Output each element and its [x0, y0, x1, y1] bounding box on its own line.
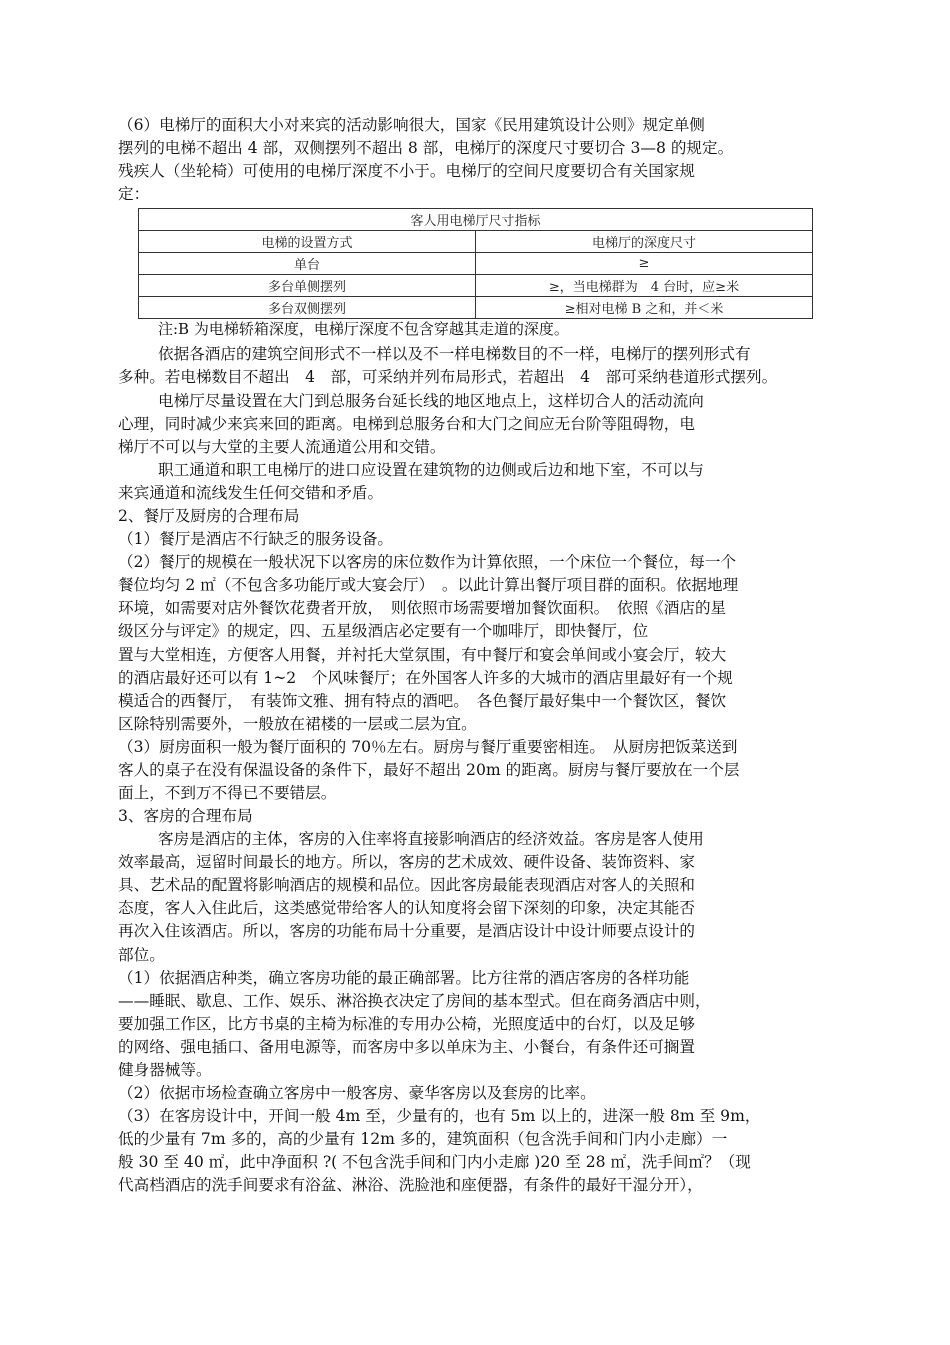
paragraph-line: 定：: [118, 185, 150, 203]
paragraph-line: 再次入住该酒店。所以，客房的功能布局十分重要，是酒店设计中设计师要点设计的: [118, 922, 695, 940]
paragraph-line: 环境，如需要对店外餐饮花费者开放， 则依照市场需要增加餐饮面积。 依照《酒店的星: [118, 599, 727, 617]
paragraph-line: 的酒店最好还可以有 1~2 个风味餐厅；在外国客人许多的大城市的酒店里最好有一个规: [118, 669, 733, 687]
section-heading: 3、客房的合理布局: [118, 807, 253, 825]
table-header: 电梯厅的深度尺寸: [476, 231, 813, 253]
paragraph-line: （3）在客房设计中，开间一般 4m 至，少量有的，也有 5m 以上的，进深一般 8m 至 9m，: [118, 1107, 761, 1125]
paragraph-line: 客人的桌子在没有保温设备的条件下，最好不超出 20m 的距离。厨房与餐厅要放在一个层: [118, 761, 740, 779]
paragraph-line: 电梯厅尽量设置在大门到总服务台延长线的地区地点上，这样切合人的活动流向: [158, 392, 704, 410]
paragraph-line: （1）依据酒店种类，确立客房功能的最正确部署。比方往常的酒店客房的各样功能: [118, 969, 690, 987]
paragraph-line: 代高档酒店的洗手间要求有浴盆、淋浴、洗脸池和座便器，有条件的最好干湿分开），: [118, 1176, 703, 1194]
paragraph-line: 模适合的西餐厅， 有装饰文雅、拥有特点的酒吧。 各色餐厅最好集中一个餐饮区，餐饮: [118, 692, 727, 710]
paragraph-line: （2）餐厅的规模在一般状况下以客房的床位数作为计算依照，一个床位一个餐位，每一个: [118, 553, 737, 571]
paragraph-line: 态度，客人入住此后，这类感觉带给客人的认知度将会留下深刻的印象，决定其能否: [118, 899, 695, 917]
paragraph-line: （2）依据市场检查确立客房中一般客房、豪华客房以及套房的比率。: [118, 1084, 596, 1102]
table-cell: 多台双侧摆列: [139, 297, 476, 319]
paragraph-line: 餐位均匀 2 ㎡（不包含多功能厅或大宴会厅） 。以此计算出餐厅项目群的面积。依据地理: [118, 576, 739, 594]
paragraph-line: 健身器械等。: [118, 1061, 212, 1079]
table-header: 电梯的设置方式: [139, 231, 476, 253]
paragraph-line: 面上，不到万不得已不要错层。: [118, 784, 337, 802]
paragraph-line: 来宾通道和流线发生任何交错和矛盾。: [118, 484, 384, 502]
table-row: [139, 275, 813, 297]
table-note: 注:B 为电梯轿箱深度，电梯厅深度不包含穿越其走道的深度。: [158, 320, 569, 338]
table-cell: ≥: [476, 253, 813, 275]
paragraph-line: （1）餐厅是酒店不行缺乏的服务设备。: [118, 530, 394, 548]
paragraph-line: 多种。若电梯数目不超出 4 部，可采纳并列布局形式，若超出 4 部可采纳巷道形式摆列。: [118, 368, 778, 386]
paragraph-line: （3）厨房面积一般为餐厅面积的 70％左右。厨房与餐厅重要密相连。 从厨房把饭菜送到: [118, 738, 738, 756]
paragraph-line: 职工通道和职工电梯厅的进口应设置在建筑物的边侧或后边和地下室，不可以与: [158, 461, 704, 479]
table-title: 客人用电梯厅尺寸指标: [139, 209, 813, 231]
paragraph-line: 依据各酒店的建筑空间形式不一样以及不一样电梯数目的不一样，电梯厅的摆列形式有: [158, 345, 751, 363]
paragraph-line: 置与大堂相连，方便客人用餐，并衬托大堂氛围，有中餐厅和宴会单间或小宴会厅，较大: [118, 646, 727, 664]
paragraph-line: 低的少量有 7m 多的，高的少量有 12m 多的，建筑面积（包含洗手间和门内小走廊）一: [118, 1130, 728, 1148]
paragraph-line: 梯厅不可以与大堂的主要人流通道公用和交错。: [118, 438, 446, 456]
paragraph-line: 效率最高，逗留时间最长的地方。所以，客房的艺术成效、硬件设备、装饰资料、家: [118, 853, 695, 871]
paragraph-line: 区除特别需要外，一般放在裙楼的一层或二层为宜。: [118, 715, 477, 733]
table-row: [139, 297, 813, 319]
paragraph-line: （6）电梯厅的面积大小对来宾的活动影响很大，国家《民用建筑设计公则》规定单侧: [118, 116, 705, 134]
table-cell: ≥相对电梯 B 之和，并＜米: [476, 297, 813, 319]
paragraph-line: 客房是酒店的主体，客房的入住率将直接影响酒店的经济效益。客房是客人使用: [158, 830, 704, 848]
paragraph-line: 般 30 至 40 ㎡，此中净面积 ?( 不包含洗手间和门内小走廊 )20 至 28 ㎡，洗手间㎡？（现: [118, 1153, 751, 1171]
paragraph-line: 要加强工作区，比方书桌的主椅为标准的专用办公椅，光照度适中的台灯，以及足够: [118, 1015, 695, 1033]
paragraph-line: 具、艺术品的配置将影响酒店的规模和品位。因此客房最能表现酒店对客人的关照和: [118, 876, 695, 894]
elevator-hall-table: [138, 208, 813, 319]
section-heading: 2、餐厅及厨房的合理布局: [118, 507, 300, 525]
paragraph-line: 摆列的电梯不超出 4 部，双侧摆列不超出 8 部，电梯厅的深度尺寸要切合 3—8 的规定。: [118, 139, 734, 157]
paragraph-line: 心理，同时减少来宾来回的距离。电梯到总服务台和大门之间应无台阶等阻碍物，电: [118, 415, 695, 433]
table-cell: ≥，当电梯群为 4 台时，应≥米: [476, 275, 813, 297]
paragraph-line: 残疾人（坐轮椅）可使用的电梯厅深度不小于。电梯厅的空间尺度要切合有关国家规: [118, 162, 695, 180]
paragraph-line: 级区分与评定》的规定，四、五星级酒店必定要有一个咖啡厅，即快餐厅，位: [118, 622, 649, 640]
table-cell: 单台: [139, 253, 476, 275]
paragraph-line: ——睡眠、歇息、工作、娱乐、淋浴换衣决定了房间的基本型式。但在商务酒店中则，: [118, 992, 711, 1010]
paragraph-line: 部位。: [118, 946, 165, 964]
table-cell: 多台单侧摆列: [139, 275, 476, 297]
paragraph-line: 的网络、强电插口、备用电源等，而客房中多以单床为主、小餐台，有条件还可搁置: [118, 1038, 695, 1056]
table-row: [139, 253, 813, 275]
